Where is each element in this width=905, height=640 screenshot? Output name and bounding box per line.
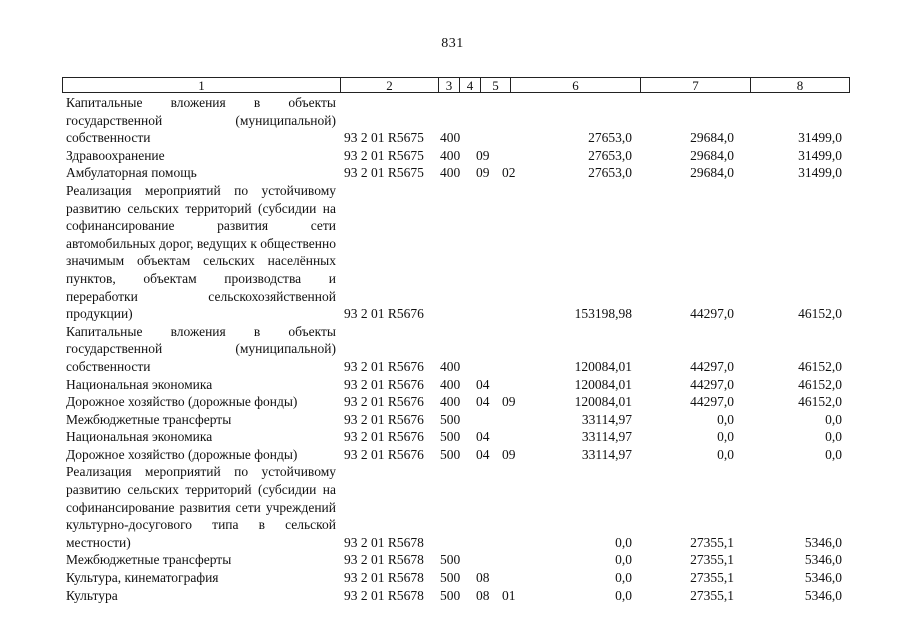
cell-name: Здравоохранение: [66, 147, 165, 163]
table-row: [62, 376, 852, 394]
cell-code: 93 2 01 R5678: [344, 570, 424, 586]
cell-amount-year-2: 44297,0: [690, 358, 734, 374]
table-row: [62, 94, 852, 147]
cell-name: Культура, кинематография: [66, 570, 219, 586]
cell-name: Дорожное хозяйство (дорожные фонды): [66, 446, 298, 462]
cell-section: 04: [476, 429, 490, 445]
cell-amount-year-2: 27355,1: [690, 587, 734, 603]
cell-subsection: 01: [502, 587, 516, 603]
cell-amount-year-3: 5346,0: [804, 552, 842, 568]
table-row: [62, 323, 852, 376]
cell-name: Национальная экономика: [66, 429, 213, 445]
cell-expense-type: 400: [440, 165, 461, 181]
cell-amount-year-1: 0,0: [615, 587, 632, 603]
cell-amount-year-3: 0,0: [825, 429, 842, 445]
cell-amount-year-1: 0,0: [615, 552, 632, 568]
cell-code: 93 2 01 R5675: [344, 147, 424, 163]
cell-amount-year-3: 46152,0: [798, 306, 842, 322]
cell-amount-year-3: 31499,0: [798, 165, 842, 181]
cell-amount-year-1: 0,0: [615, 570, 632, 586]
cell-amount-year-1: 0,0: [615, 534, 632, 550]
cell-amount-year-2: 27355,1: [690, 570, 734, 586]
cell-amount-year-3: 31499,0: [798, 130, 842, 146]
table-row: [62, 411, 852, 429]
table-row: [62, 569, 852, 587]
cell-amount-year-1: 33114,97: [581, 446, 632, 462]
table-row: [62, 182, 852, 323]
cell-code: 93 2 01 R5676: [344, 411, 424, 427]
table-row: [62, 587, 852, 605]
cell-name: Межбюджетные трансферты: [66, 552, 232, 568]
cell-subsection: 09: [502, 446, 516, 462]
cell-amount-year-3: 5346,0: [804, 534, 842, 550]
cell-amount-year-3: 31499,0: [798, 147, 842, 163]
cell-amount-year-2: 44297,0: [690, 306, 734, 322]
cell-code: 93 2 01 R5675: [344, 130, 424, 146]
cell-name: Капитальные вложения в объекты государственной (муниципальной) собственности: [66, 323, 336, 374]
table-row: [62, 551, 852, 569]
header-col-3: 3: [438, 77, 459, 93]
cell-amount-year-1: 33114,97: [581, 429, 632, 445]
cell-expense-type: 500: [440, 587, 461, 603]
cell-section: 09: [476, 165, 490, 181]
header-col-1: 1: [62, 77, 340, 93]
header-col-4: 4: [459, 77, 480, 93]
cell-code: 93 2 01 R5678: [344, 534, 424, 550]
cell-amount-year-1: 27653,0: [588, 130, 632, 146]
cell-amount-year-3: 5346,0: [804, 587, 842, 603]
cell-name: Реализация мероприятий по устойчивому развитию сельских территорий (субсидии на софинансирование развития сети учреждений культурно-досугового типа в сельской местности): [66, 464, 336, 550]
cell-section: 09: [476, 147, 490, 163]
table-body: [62, 94, 852, 604]
cell-subsection: 02: [502, 165, 516, 181]
cell-name: Реализация мероприятий по устойчивому развитию сельских территорий (субсидии на софинансирование развития сети автомобильных дорог, ведущих к общественно значимым объектам сельских населённых пунктов, объектам производства и переработки сельскохозяйственной продукции): [66, 182, 336, 322]
header-col-6: 6: [510, 77, 640, 93]
cell-amount-year-3: 46152,0: [798, 394, 842, 410]
cell-expense-type: 500: [440, 429, 461, 445]
cell-amount-year-1: 27653,0: [588, 147, 632, 163]
cell-amount-year-1: 120084,01: [574, 376, 632, 392]
header-col-2: 2: [340, 77, 438, 93]
cell-amount-year-1: 27653,0: [588, 165, 632, 181]
table-row: [62, 446, 852, 464]
cell-amount-year-2: 27355,1: [690, 534, 734, 550]
cell-amount-year-1: 120084,01: [574, 394, 632, 410]
cell-amount-year-1: 33114,97: [581, 411, 632, 427]
cell-code: 93 2 01 R5676: [344, 376, 424, 392]
cell-code: 93 2 01 R5676: [344, 358, 424, 374]
cell-expense-type: 500: [440, 446, 461, 462]
cell-amount-year-1: 120084,01: [574, 358, 632, 374]
cell-name: Капитальные вложения в объекты государственной (муниципальной) собственности: [66, 95, 336, 146]
table-row: [62, 164, 852, 182]
cell-name: Дорожное хозяйство (дорожные фонды): [66, 394, 298, 410]
cell-amount-year-3: 0,0: [825, 446, 842, 462]
table-row: [62, 147, 852, 165]
cell-amount-year-2: 27355,1: [690, 552, 734, 568]
cell-expense-type: 500: [440, 552, 461, 568]
cell-code: 93 2 01 R5675: [344, 165, 424, 181]
cell-section: 04: [476, 394, 490, 410]
cell-amount-year-2: 0,0: [717, 411, 734, 427]
cell-amount-year-2: 0,0: [717, 446, 734, 462]
cell-code: 93 2 01 R5676: [344, 306, 424, 322]
table-row: [62, 428, 852, 446]
cell-amount-year-1: 153198,98: [574, 306, 632, 322]
header-col-8: 8: [750, 77, 850, 93]
cell-expense-type: 400: [440, 394, 461, 410]
cell-name: Межбюджетные трансферты: [66, 411, 232, 427]
cell-amount-year-3: 46152,0: [798, 376, 842, 392]
cell-code: 93 2 01 R5678: [344, 587, 424, 603]
page-number: 831: [441, 36, 464, 51]
cell-code: 93 2 01 R5676: [344, 394, 424, 410]
cell-expense-type: 400: [440, 358, 461, 374]
cell-expense-type: 400: [440, 130, 461, 146]
cell-amount-year-3: 46152,0: [798, 358, 842, 374]
cell-code: 93 2 01 R5676: [344, 446, 424, 462]
cell-amount-year-2: 44297,0: [690, 376, 734, 392]
cell-section: 08: [476, 570, 490, 586]
header-col-5: 5: [480, 77, 510, 93]
cell-section: 08: [476, 587, 490, 603]
cell-amount-year-2: 29684,0: [690, 130, 734, 146]
table-header: [62, 77, 850, 93]
cell-amount-year-3: 0,0: [825, 411, 842, 427]
cell-name: Амбулаторная помощь: [66, 165, 197, 181]
cell-expense-type: 400: [440, 147, 461, 163]
cell-amount-year-2: 29684,0: [690, 147, 734, 163]
cell-section: 04: [476, 446, 490, 462]
cell-amount-year-2: 44297,0: [690, 394, 734, 410]
table-row: [62, 463, 852, 551]
cell-code: 93 2 01 R5676: [344, 429, 424, 445]
cell-amount-year-2: 29684,0: [690, 165, 734, 181]
cell-subsection: 09: [502, 394, 516, 410]
cell-amount-year-2: 0,0: [717, 429, 734, 445]
cell-section: 04: [476, 376, 490, 392]
cell-code: 93 2 01 R5678: [344, 552, 424, 568]
cell-expense-type: 500: [440, 411, 461, 427]
cell-expense-type: 500: [440, 570, 461, 586]
cell-expense-type: 400: [440, 376, 461, 392]
header-col-7: 7: [640, 77, 750, 93]
table-row: [62, 393, 852, 411]
cell-name: Культура: [66, 587, 118, 603]
cell-name: Национальная экономика: [66, 376, 213, 392]
cell-amount-year-3: 5346,0: [804, 570, 842, 586]
